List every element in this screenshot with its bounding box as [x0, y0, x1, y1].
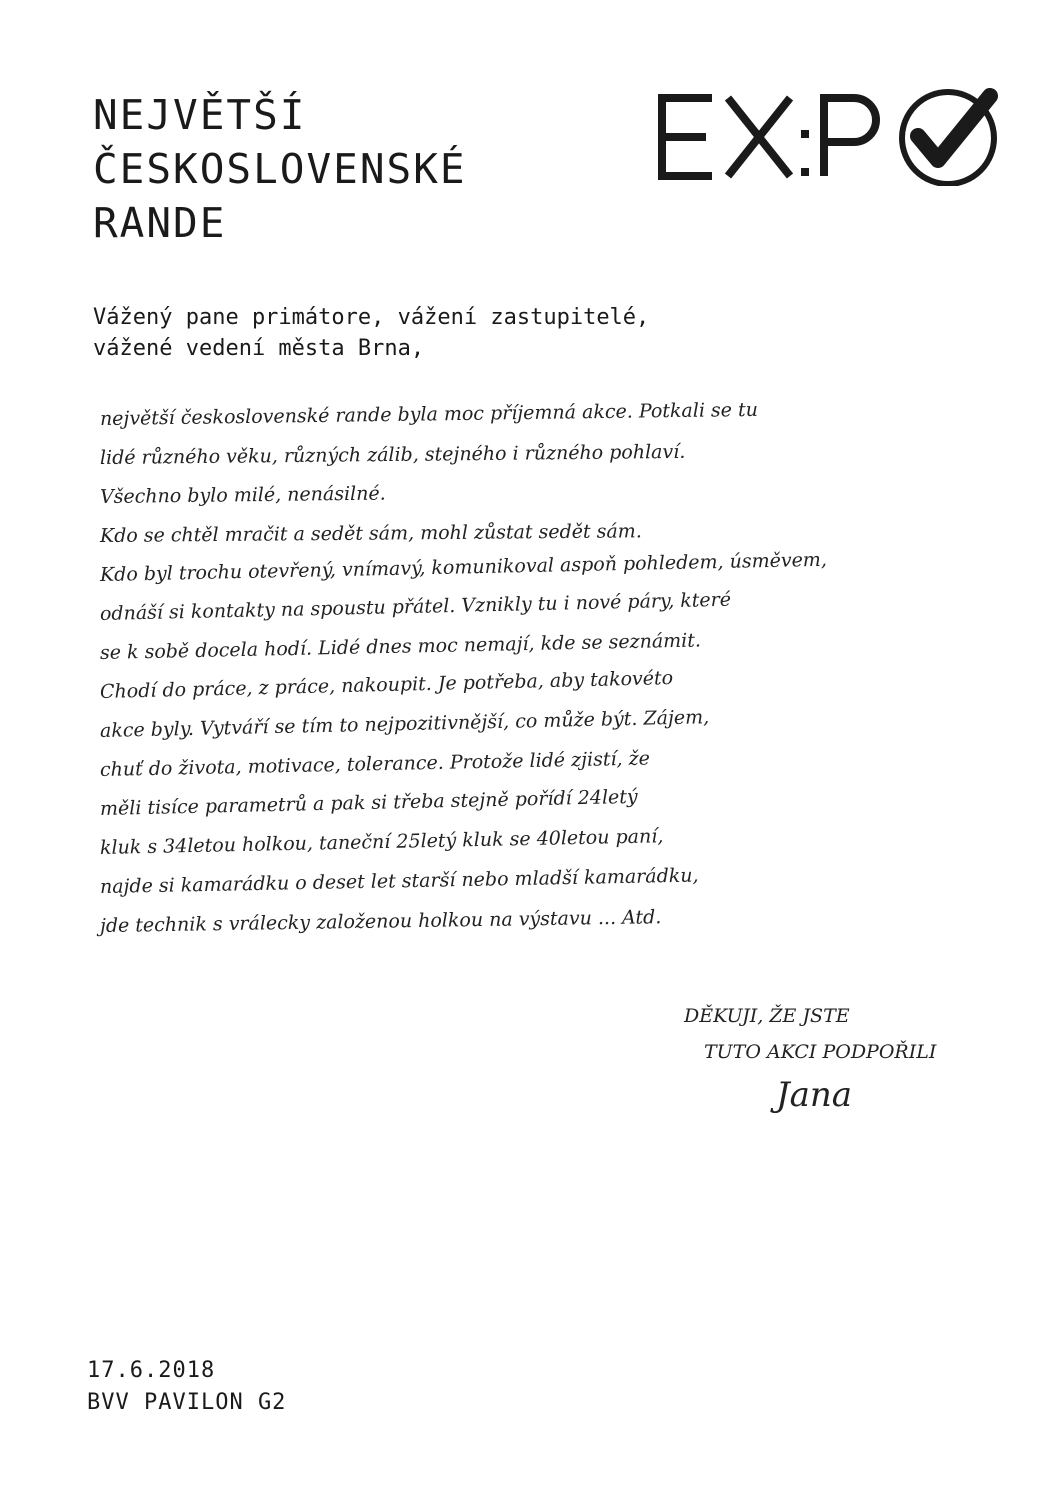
- closing-line-2: TUTO AKCI PODPOŘILI: [704, 1041, 937, 1063]
- letter-line: největší československé rande byla moc příjemná akce. Potkali se tu: [99, 398, 759, 430]
- title-line-1: NEJVĚTŠÍ: [93, 91, 307, 139]
- letter-line: lidé různého věku, různých zálib, stejného i různého pohlaví.: [99, 440, 686, 469]
- letter-line: chuť do života, motivace, tolerance. Protože lidé zjistí, že: [99, 747, 651, 781]
- salutation-line-2: vážené vedení města Brna,: [93, 336, 425, 361]
- letter-line: se k sobě docela hodí. Lidé dnes moc nemají, kde se seznámit.: [99, 629, 702, 664]
- letter-line: Kdo byl trochu otevřený, vnímavý, komunikoval aspoň pohledem, úsměvem,: [99, 548, 828, 586]
- letter-line: jde technik s vrálecky založenou holkou na výstavu ... Atd.: [99, 906, 662, 937]
- letter-line: měli tisíce parametrů a pak si třeba stejně pořídí 24letý: [99, 785, 638, 820]
- salutation: [93, 302, 649, 364]
- logo-letter-x: [728, 98, 790, 176]
- letter-line: kluk s 34letou holkou, taneční 25letý kluk se 40letou paní,: [99, 825, 664, 859]
- event-footer: [87, 1355, 286, 1419]
- letter-line: najde si kamarádku o deset let starší nebo mladší kamarádku,: [99, 864, 699, 898]
- letter-line: akce byly. Vytváří se tím to nejpozitivnější, co může být. Zájem,: [99, 706, 710, 742]
- salutation-line-1: Vážený pane primátore, vážení zastupitelé,: [93, 305, 650, 330]
- handwritten-letter-body: [100, 400, 1000, 946]
- logo-letter-p: [824, 98, 876, 176]
- expo-logo: [650, 86, 1000, 186]
- letter-line: Chodí do práce, z práce, nakoupit. Je potřeba, aby takovéto: [99, 666, 674, 703]
- title-line-2: ČESKOSLOVENSKÉ: [93, 145, 467, 193]
- title-line-3: RANDE: [93, 199, 227, 247]
- event-date: 17.6.2018: [87, 1358, 216, 1383]
- logo-colon: [801, 130, 809, 176]
- closing-note: [684, 1005, 936, 1115]
- closing-line-1: DĚKUJI, ŽE JSTE: [684, 1005, 850, 1027]
- checkmark-circle-icon: [902, 92, 994, 184]
- signature: Jana: [776, 1075, 853, 1115]
- letter-line: odnáší si kontakty na spoustu přátel. Vznikly tu i nové páry, které: [99, 588, 732, 625]
- logo-letter-e: [662, 98, 712, 176]
- letter-line: Všechno bylo milé, nenásilné.: [99, 482, 386, 508]
- letter-line: Kdo se chtěl mračit a sedět sám, mohl zůstat sedět sám.: [99, 520, 642, 547]
- event-venue: BVV PAVILON G2: [87, 1390, 287, 1415]
- page-title: [93, 88, 467, 250]
